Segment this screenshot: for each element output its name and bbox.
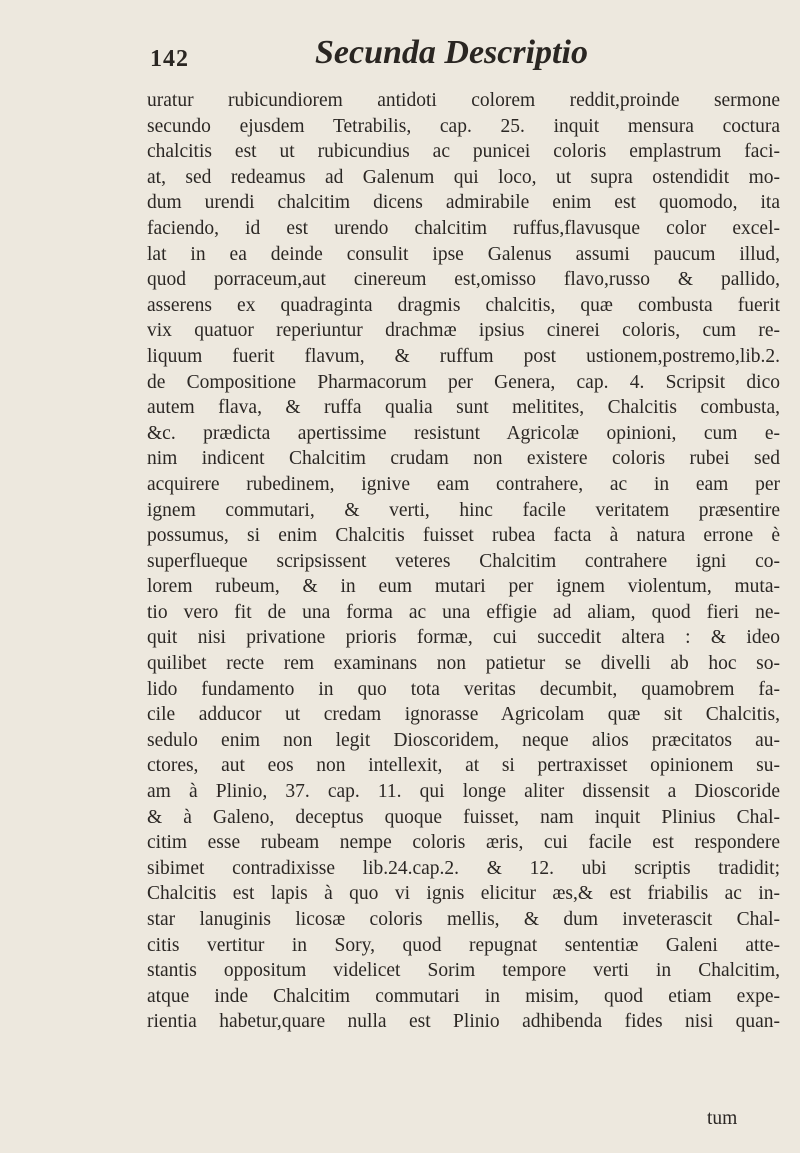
page-number: 142 — [150, 46, 189, 72]
text-line: possumus, si enim Chalcitis fuisset rubea facta à natura errone è — [147, 525, 780, 547]
text-line: rientia habetur,quare nulla est Plinio adhibenda fides nisi quan- — [147, 1011, 780, 1033]
text-line: vix quatuor reperiuntur drachmæ ipsius cinerei coloris, cum re- — [147, 320, 780, 342]
catchword: tum — [707, 1108, 738, 1129]
text-line: tio vero fit de una forma ac una effigie ad aliam, quod fieri ne- — [147, 601, 780, 623]
text-line: ctores, aut eos non intellexit, at si pertraxisset opinionem su- — [147, 755, 780, 777]
text-line: lat in ea deinde consulit ipse Galenus assumi paucum illud, — [147, 243, 780, 265]
text-line: liquum fuerit flavum, & ruffum post ustionem,postremo,lib.2. — [147, 345, 780, 367]
text-line: asserens ex quadraginta dragmis chalcitis, quæ combusta fuerit — [147, 294, 780, 316]
text-line: sibimet contradixisse lib.24.cap.2. & 12. ubi scriptis tradidit; — [147, 857, 780, 879]
text-line: acquirere rubedinem, ignive eam contrahere, ac in eam per — [147, 473, 780, 495]
text-line: quit nisi privatione prioris formæ, cui succedit altera : & ideo — [147, 627, 780, 649]
text-line: chalcitis est ut rubicundius ac punicei coloris emplastrum faci- — [147, 141, 780, 163]
text-line: Chalcitis est lapis à quo vi ignis elicitur æs,& est friabilis ac in- — [147, 883, 780, 905]
text-line: quilibet recte rem examinans non patietur se divelli ab hoc so- — [147, 653, 780, 675]
text-line: superflueque scripsissent veteres Chalcitim contrahere igni co- — [147, 550, 780, 572]
text-line: dum urendi chalcitim dicens admirabile enim est quomodo, ita — [147, 192, 780, 214]
text-line: quod porraceum,aut cinereum est,omisso flavo,russo & pallido, — [147, 269, 780, 291]
text-line: cile adducor ut credam ignorasse Agricolam quæ sit Chalcitis, — [147, 704, 780, 726]
body-text — [147, 88, 780, 1035]
text-line: stantis oppositum videlicet Sorim tempore verti in Chalcitim, — [147, 960, 780, 982]
text-line: citim esse rubeam nempe coloris æris, cui facile est respondere — [147, 832, 780, 854]
text-line: & à Galeno, deceptus quoque fuisset, nam inquit Plinius Chal- — [147, 806, 780, 828]
text-line: de Compositione Pharmacorum per Genera, cap. 4. Scripsit dico — [147, 371, 780, 393]
text-line: lorem rubeum, & in eum mutari per ignem violentum, muta- — [147, 576, 780, 598]
text-line: nim indicent Chalcitim crudam non existere coloris rubei sed — [147, 448, 780, 470]
text-line: &c. prædicta apertissime resistunt Agricolæ opinioni, cum e- — [147, 422, 780, 444]
text-line: atque inde Chalcitim commutari in misim, quod etiam expe- — [147, 985, 780, 1007]
text-line: citis vertitur in Sory, quod repugnat sententiæ Galeni atte- — [147, 934, 780, 956]
text-line: secundo ejusdem Tetrabilis, cap. 25. inquit mensura coctura — [147, 115, 780, 137]
text-line: uratur rubicundiorem antidoti colorem reddit,proinde sermone — [147, 90, 780, 111]
text-line: autem flava, & ruffa qualia sunt melitites, Chalcitis combusta, — [147, 397, 780, 419]
text-line: star lanuginis licosæ coloris mellis, & dum inveterascit Chal- — [147, 909, 780, 930]
text-line: ignem commutari, & verti, hinc facile veritatem præsentire — [147, 499, 780, 521]
text-line: lido fundamento in quo tota veritas decumbit, quamobrem fa- — [147, 678, 780, 700]
text-line: sedulo enim non legit Dioscoridem, neque alios præcitatos au- — [147, 729, 780, 751]
text-line: at, sed redeamus ad Galenum qui loco, ut supra ostendidit mo- — [147, 166, 780, 188]
running-title: Secunda Descriptio — [315, 34, 588, 71]
page-header — [150, 30, 670, 90]
text-line: faciendo, id est urendo chalcitim ruffus,flavusque color excel- — [147, 217, 780, 239]
text-line: am à Plinio, 37. cap. 11. qui longe aliter dissensit a Dioscoride — [147, 781, 780, 803]
